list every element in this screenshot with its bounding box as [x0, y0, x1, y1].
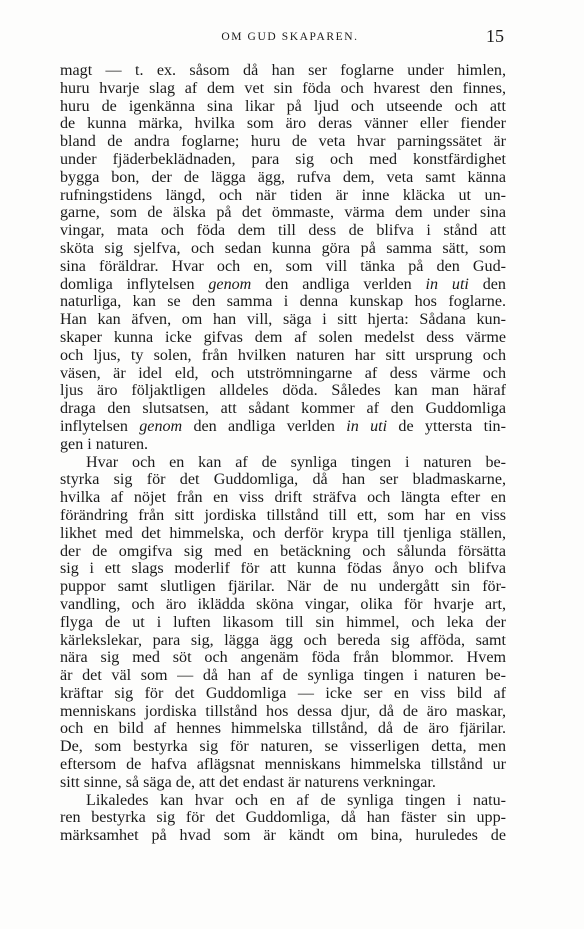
- text-run: huru hvarje slag af dem vet sin föda och hvarest den finnes,: [60, 79, 506, 97]
- text-line: [60, 151, 506, 169]
- text-run: ljus äro följaktligen alldeles döda. Således kan man häraf: [60, 382, 506, 400]
- text-run: den: [468, 275, 506, 293]
- text-line: [60, 169, 506, 187]
- text-run: flyga de ut i luften likasom till sin himmel, och leka der: [60, 613, 506, 631]
- text-run: märksamhet på hvad som är kändt om bina, huruledes de: [60, 827, 506, 845]
- text-line: [60, 471, 506, 489]
- text-line: [60, 400, 506, 418]
- text-line: [60, 578, 506, 596]
- text-line: [60, 596, 506, 614]
- text-run: puppor samt slutligen fjärilar. När de nu undergått sin för-: [60, 578, 506, 596]
- text-line: [60, 703, 506, 721]
- text-run: kärlekslekar, para sig, lägga ägg och bereda sig afföda, samt: [60, 631, 506, 649]
- text-run: sitt sinne, så säga de, att det endast är naturens verkningar.: [60, 773, 436, 791]
- text-line: [60, 792, 506, 810]
- text-line: [60, 436, 506, 454]
- text-run: den andliga verlden: [251, 275, 426, 293]
- text-run: ren bestyrka sig för det Guddomliga, då han fäster sin upp-: [60, 809, 506, 827]
- paragraph: [60, 454, 506, 792]
- text-line: [60, 454, 506, 472]
- text-line: [60, 667, 506, 685]
- text-line: [60, 311, 506, 329]
- text-run: Hvar och en kan af de synliga tingen i naturen be-: [86, 453, 506, 471]
- text-run: domliga inflytelsen: [60, 275, 209, 293]
- text-run: förändring från sitt jordiska tillstånd till ett, som har en viss: [60, 506, 506, 524]
- text-line: [60, 133, 506, 151]
- text-run: Han kan äfven, om han vill, säga i sitt hjerta: Sådana kun-: [60, 311, 506, 329]
- text-run: vandling, och äro iklädda sköna vingar, olika för hvarje art,: [60, 595, 506, 613]
- text-run: gen i naturen.: [60, 435, 149, 453]
- text-line: [60, 98, 506, 116]
- paragraph: [60, 62, 506, 454]
- text-run: vingar, mata och föda dem till dess de blifva i stånd att: [60, 222, 506, 240]
- text-line: [60, 525, 506, 543]
- text-line: [60, 632, 506, 650]
- text-run: är det väl som — då han af de synliga tingen i naturen be-: [60, 667, 506, 685]
- paragraph: [60, 792, 506, 845]
- text-run: bygga bon, der de lägga ägg, rufva dem, veta samt känna: [60, 168, 506, 186]
- body-text: [60, 62, 506, 845]
- text-run: och en bild af hennes himmelska tillstånd, då de äro fjärilar.: [60, 720, 506, 738]
- text-run: och ljus, ty solen, från hvilken naturen har sitt ursprung och: [60, 346, 506, 364]
- text-line: [60, 543, 506, 561]
- text-line: [60, 649, 506, 667]
- text-run: styrka sig för det Guddomliga, då han ser bladmaskarne,: [60, 471, 506, 489]
- text-line: [60, 240, 506, 258]
- text-run: De, som bestyrka sig för naturen, se visserligen detta, men: [60, 738, 506, 756]
- text-line: [60, 187, 506, 205]
- text-run: menniskans jordiska tillstånd hos dessa djur, då de äro maskar,: [60, 702, 506, 720]
- text-line: [60, 329, 506, 347]
- text-run: eftersom de hafva aflägsnat menniskans himmelska tillstånd ur: [60, 756, 506, 774]
- text-line: [60, 382, 506, 400]
- text-line: [60, 418, 506, 436]
- text-run: hvilka af nöjet från en viss drift sträfva och längta efter en: [60, 489, 506, 507]
- text-run: bland de andra foglarne; huru de veta hvar parningssätet är: [60, 133, 506, 151]
- text-line: [60, 614, 506, 632]
- italic-phrase: genom: [208, 275, 252, 293]
- text-line: [60, 720, 506, 738]
- text-line: [60, 347, 506, 365]
- text-run: Likaledes kan hvar och en af de synliga tingen i natu-: [86, 791, 506, 809]
- page-number: 15: [486, 26, 504, 46]
- text-line: [60, 756, 506, 774]
- text-run: väsen, är idel eld, och utströmningarne af dess värme och: [60, 364, 506, 382]
- text-run: inflytelsen: [60, 417, 140, 435]
- text-run: den andliga verlden: [182, 417, 347, 435]
- text-run: huru de igenkänna sina likar på ljud och utseende och att: [60, 97, 506, 115]
- text-run: magt — t. ex. såsom då han ser foglarne under himlen,: [60, 62, 506, 79]
- text-line: [60, 738, 506, 756]
- text-line: [60, 258, 506, 276]
- text-run: rufningstidens längd, och när tiden är inne kläcka ut un-: [60, 186, 506, 204]
- text-line: [60, 204, 506, 222]
- text-line: [60, 62, 506, 80]
- text-line: [60, 507, 506, 525]
- text-run: de yttersta tin-: [387, 417, 506, 435]
- running-head: OM GUD SKAPAREN.: [221, 31, 359, 43]
- italic-phrase: in uti: [425, 275, 469, 293]
- text-line: [60, 685, 506, 703]
- text-line: [60, 560, 506, 578]
- text-line: [60, 365, 506, 383]
- text-run: sig i ett slags moderlif för att kunna födas ånyo och blifva: [60, 560, 506, 578]
- italic-phrase: genom: [139, 417, 183, 435]
- text-run: kräftar sig för det Guddomliga — icke ser en viss bild af: [60, 684, 506, 702]
- text-line: [60, 115, 506, 133]
- text-run: draga den slutsatsen, att sådant kommer af den Guddomliga: [60, 400, 506, 418]
- text-run: de kunna märka, hvilka som äro deras vänner eller fiender: [60, 115, 506, 133]
- text-run: sköta sig sjelfva, och sedan kunna göra på samma sätt, som: [60, 239, 506, 257]
- italic-phrase: in uti: [346, 417, 388, 435]
- text-run: likhet med det himmelska, och derför krypa till tjenliga ställen,: [60, 524, 506, 542]
- text-line: [60, 80, 506, 98]
- text-line: [60, 489, 506, 507]
- text-run: under fjäderbeklädnaden, para sig och med konstfärdighet: [60, 150, 506, 168]
- text-run: der de omgifva sig med en betäckning och sålunda försätta: [60, 542, 506, 560]
- text-line: [60, 222, 506, 240]
- text-run: skaper kunna icke gifvas dem af solen medelst dess värme: [60, 328, 506, 346]
- text-run: naturliga, kan se den samma i denna kunskap hos foglarne.: [60, 293, 506, 311]
- text-run: garne, som de älska på det ömmaste, värma dem under sina: [60, 204, 506, 222]
- text-line: [60, 809, 506, 827]
- text-line: [60, 276, 506, 294]
- text-run: nära sig med söt och angenäm föda från blommor. Hvem: [60, 649, 506, 667]
- text-run: sina föräldrar. Hvar och en, som vill tänka på den Gud-: [60, 257, 506, 275]
- text-line: [60, 827, 506, 845]
- text-line: [60, 293, 506, 311]
- text-line: [60, 774, 506, 792]
